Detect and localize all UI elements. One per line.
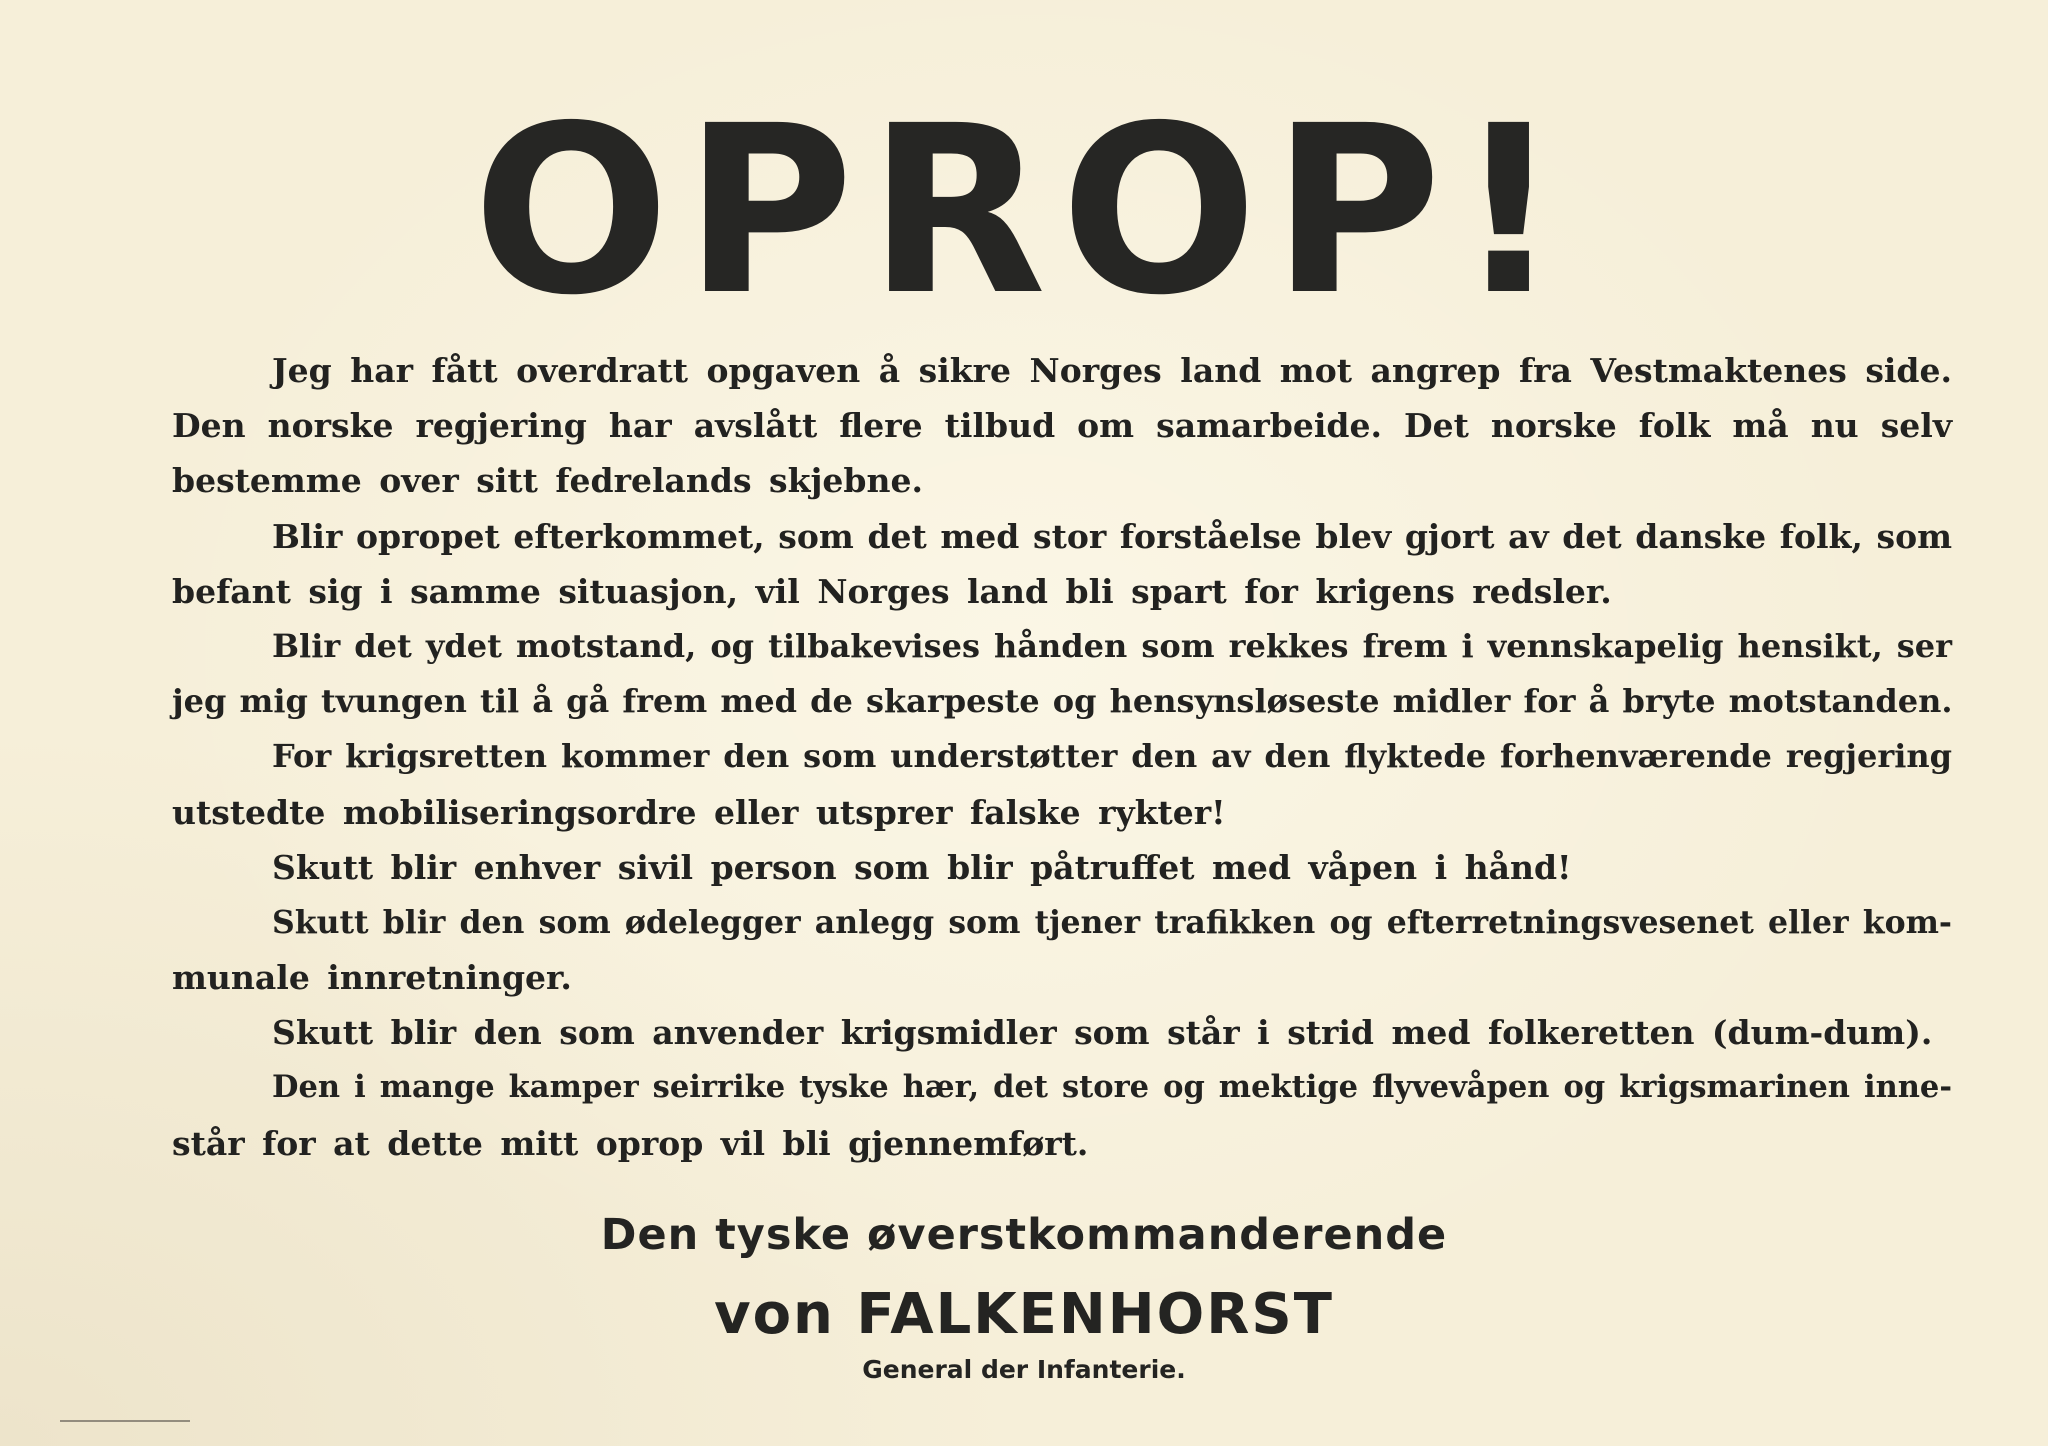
signature-title: Den tyske øverstkommanderende: [600, 1210, 1448, 1260]
proclamation-body: [172, 343, 1952, 1171]
body-line: For krigsretten kommer den som understøtter den av den flyktede forhenværende regjering: [272, 737, 1952, 776]
signature-name: von FALKENHORST: [714, 1282, 1334, 1347]
body-line: Den i mange kamper seirrike tyske hær, det store og mektige flyvevåpen og krigsmarinen inne-: [272, 1069, 1952, 1106]
body-line: Skutt blir enhver sivil person som blir påtruffet med våpen i hånd!: [272, 847, 1572, 887]
paper-edge-mark: [60, 1420, 190, 1422]
body-line: befant sig i samme situasjon, vil Norges land bli spart for krigens redsler.: [172, 571, 1612, 611]
body-line: utstedte mobiliseringsordre eller utsprer falske rykter!: [172, 792, 1226, 832]
body-line: Blir opropet efterkommet, som det med stor forståelse blev gjort av det danske folk, som: [272, 516, 1952, 556]
body-line: Blir det ydet motstand, og tilbakevises hånden som rekkes frem i vennskapelig hensikt, ser: [272, 626, 1952, 665]
body-line: står for at dette mitt oprop vil bli gjennemført.: [172, 1123, 1089, 1163]
body-line: bestemme over sitt fedrelands skjebne.: [172, 461, 923, 501]
poster-title: OPROP!: [472, 76, 1576, 346]
body-line: Jeg har fått overdratt opgaven å sikre Norges land mot angrep fra Vestmaktenes side.: [272, 351, 1952, 390]
body-line: munale innretninger.: [172, 958, 572, 998]
body-line: Skutt blir den som anvender krigsmidler som står i strid med folkeretten (dum-dum).: [272, 1013, 1933, 1053]
body-line: Skutt blir den som ødelegger anlegg som tjener trafikken og efterretningsvesenet eller kom-: [272, 903, 1952, 941]
body-line: jeg mig tvungen til å gå frem med de skarpeste og hensynsløseste midler for å bryte motstanden.: [172, 682, 1953, 721]
body-line: Den norske regjering har avslått flere tilbud om samarbeide. Det norske folk må nu selv: [172, 406, 1952, 446]
signature-rank: General der Infanterie.: [862, 1355, 1186, 1384]
